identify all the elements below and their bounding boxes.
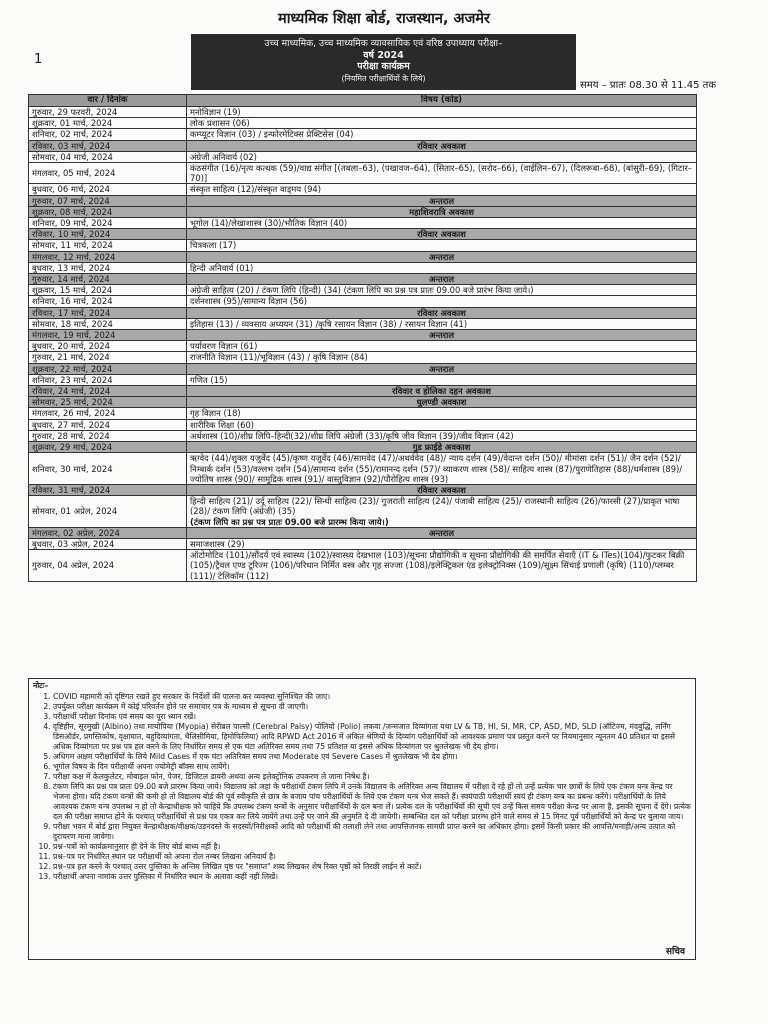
row-date: शनिवार, 23 मार्च, 2024: [29, 374, 187, 385]
row-date: शनिवार, 09 मार्च, 2024: [29, 218, 187, 229]
row-date: मंगलवार, 05 मार्च, 2024: [29, 163, 187, 184]
row-date: गुरुवार, 04 अप्रेल, 2024: [29, 550, 187, 582]
col-header-day: वार / दिनांक: [29, 95, 187, 107]
row-holiday: [187, 140, 697, 151]
row-holiday: [187, 363, 697, 374]
table-row: [29, 397, 697, 408]
row-date: बुधवार, 06 मार्च, 2024: [29, 184, 187, 195]
table-row: [29, 274, 697, 285]
table-row: [29, 163, 697, 184]
row-subject: [187, 374, 697, 385]
note-item: 9. परीक्षा भवन में बोर्ड द्वारा नियुक्त केन्द्राधीक्षक/वीक्षक/उड़नदस्ते के सदस्यों/निरीक्षकों आदि को परीक्षार्थी की तलाशी लेने तथा आपत्तिजनक सामग्री प्राप्त करने का अधिकार होगा। इसमें किसी प्रकार की आपत्ति/मनाही/अन्य उत्पात को दुराचरण माना जावेगा।: [53, 822, 691, 842]
table-row: [29, 386, 697, 397]
row-date: रविवार, 31 मार्च, 2024: [29, 484, 187, 495]
row-holiday: [187, 330, 697, 341]
table-row: [29, 206, 697, 217]
table-row: [29, 374, 697, 385]
table-row: [29, 296, 697, 307]
exam-regular-note: (नियमित परीक्षार्थियों के लिये): [341, 73, 426, 83]
row-date: बुधवार, 13 मार्च, 2024: [29, 262, 187, 273]
table-row: [29, 307, 697, 318]
table-row: [29, 453, 697, 485]
col-header-subject: विषय (कोड): [187, 95, 697, 107]
table-row: [29, 251, 697, 262]
row-date: सोमवार, 01 अप्रेल, 2024: [29, 496, 187, 528]
note-item: 4. दृष्टिहीन, सूरमुखी (Albino) तथा मायोपिया (Myopia) सेरीब्रल पाल्सी (Cerebral Palsy) पोलियो (Polio) लकवा /जन्मजात दिव्यांगता यथा LV & TB, HI, SI, MR, CP, ASD, MD, SLD (ऑटिज्म, मंदबुद्धि, लर्निंग डिसऑर्डर, प्रगस्तिकोष, वृक्षाघात, बहुदिव्यांगता, थैलिसीमिया, हिमोफिलिया) आदि RPWD Act 2016 में अंकित श्रेणियों के दिव्यांग परीक्षार्थियों को आवश्यक प्रमाण पत्र प्रस्तुत करने पर नियमानुसार न्यूनतम 40 प्रतिशत या इससे अधिक दिव्यांगता पर प्रश्न पत्र हल करने के लिए निर्धारित समय से एक घंटा अतिरिक्त समय तथा 75 प्रतिशत या इससे अधिक दिव्यांगता पर श्रुतलेखक भी देय होगा।: [53, 722, 691, 752]
table-row: [29, 218, 697, 229]
subject-text: ऑटोमोटिव (101)/सौंदर्य एवं स्वास्थ्य (102)/स्वास्थ्य देखभाल (103)/सूचना प्रौद्योगिकी व सूचना प्रौद्योगिकी की समर्पित सेवाएँ (IT & ITes)(104)/फुटकर बिक्री (105)/ट्रैवल एण्ड टूरिज्म (106)/परिधान निर्मित वस्त्र और गृह सज्जा (108)/इलेक्ट्रिकल एंड इलेक्ट्रोनिक्स (109)/सूक्ष्म सिंचाई प्रणाली (कृषि) (110)/प्लम्बर (111)/ टेलिकॉम (112): [190, 550, 685, 581]
table-row: [29, 229, 697, 240]
subject-text: अन्तराल: [428, 363, 455, 374]
row-date: गुरुवार, 21 मार्च, 2024: [29, 352, 187, 363]
subject-text: इतिहास (13) / व्यवसाय अध्ययन (31) /कृषि रसायन विज्ञान (38) / रसायन विज्ञान (41): [190, 318, 468, 329]
exam-year: वर्ष 2024: [363, 49, 404, 61]
note-item: 1. COVID महामारी को दृष्टिगत रखते हुए सरकार के निर्देशों की पालना कर व्यवस्था सुनिश्चित की जाए।: [53, 692, 691, 702]
row-date: गुरुवार, 28 मार्च, 2024: [29, 430, 187, 441]
row-date: शुक्रवार, 29 मार्च, 2024: [29, 442, 187, 453]
table-row: [29, 442, 697, 453]
subject-text: अन्तराल: [428, 195, 455, 206]
table-row: [29, 538, 697, 549]
subject-text: हिन्दी अनिवार्य (01): [190, 262, 254, 273]
row-holiday: [187, 195, 697, 206]
row-date: मंगलवार, 02 अप्रेल, 2024: [29, 527, 187, 538]
note-item: 7. परीक्षा कक्ष में केलकुलेटर, मोबाइल फोन, पेजर, डिजिटल डायरी अथवा अन्य इलेक्ट्रोनिक उपकरण ले जाना निषेध है।: [53, 772, 691, 782]
note-item: 6. भूगोल विषय के दिन परीक्षार्थी अपना ज्योमेट्री बॉक्स साथ लायेंगे।: [53, 762, 691, 772]
subject-text: कम्प्यूटर विज्ञान (03) / इन्फोरमेटिक्स प्रेक्टिसेस (04): [190, 129, 354, 140]
row-date: शुक्रवार, 08 मार्च, 2024: [29, 206, 187, 217]
table-row: [29, 285, 697, 296]
subject-text: अन्तराल: [428, 527, 455, 538]
notes-heading: नोटः–: [33, 681, 49, 690]
notes-list: [33, 692, 691, 882]
row-subject: [187, 318, 697, 329]
table-row: [29, 184, 697, 195]
row-subject: [187, 538, 697, 549]
note-item: 8. टंकण लिपि का प्रश्न पत्र प्रातः 09.00 बजे प्रारम्भ किया जाये। विद्यालय को जहां के परीक्षार्थी टंकण लिपि में उनके विद्यालय के अतिरिक्त अन्य विद्यालय में परीक्षा दे रहे हों तो उन्हें प्रत्येक चार छात्रों के लिये एक टंकण यन्त्र केन्द्र पर भेजना होगा। यदि टंकण यन्त्रों की कमी हो तो विद्यालय बोर्ड की पूर्व स्वीकृति से छात्र के बजाय पांच परीक्षार्थियों के लिये एक टंकण यन्त्र भेज सकते हैं। स्वयंपाठी परीक्षार्थी स्वयं ही टंकण यन्त्र का प्रबन्ध करेंगे। परीक्षार्थियों के लिये आवश्यक टंकण यन्त्र उपलब्ध न हो तो केन्द्राधीक्षक को चाहिये कि उपलब्ध टंकण यन्त्रों के अनुसार परीक्षार्थियों के दल बना लें। प्रत्येक दल के परीक्षार्थियों की सूची एवं उन्हें किस समय परीक्षा केन्द्र पर आना है, इसकी सूचना दें देंगे। प्रत्येक दल की परीक्षा समाप्त होने के पश्चात् परीक्षार्थियों से प्रश्न पत्र एकत्र कर लिये जायेंगे तथा उन्हें घर जाने की अनुमति दे दी जायेगी। सम्बन्धित दल को परीक्षा प्रारम्भ होने वाले समय से 15 मिनट पूर्व परीक्षार्थियों को केन्द्र पर बुलाया जाय।: [53, 782, 691, 822]
subject-text: भूगोल (14)/लेखाशास्त्र (30)/भौतिक विज्ञान (40): [190, 218, 348, 229]
row-holiday: [187, 527, 697, 538]
table-row: [29, 430, 697, 441]
table-row: [29, 129, 697, 140]
subject-text: रविवार अवकाश: [417, 229, 466, 240]
note-item: 10. प्रश्न–पत्रों को कार्यक्रमानुसार ही देने के लिए बोर्ड बाध्य नहीं है।: [53, 842, 691, 852]
row-subject: [187, 163, 697, 184]
table-row: [29, 330, 697, 341]
subject-text: अर्थशास्त्र (10)/शीघ्र लिपि–हिन्दी(32)/शीघ्र लिपि अंग्रेजी (33)/कृषि जीव विज्ञान (39)/जीव विज्ञान (42): [190, 430, 514, 441]
row-subject: [187, 430, 697, 441]
row-holiday: [187, 229, 697, 240]
row-date: रविवार, 03 मार्च, 2024: [29, 140, 187, 151]
row-date: गुरुवार, 29 फरवरी, 2024: [29, 107, 187, 118]
table-row: [29, 240, 697, 251]
subject-text: अंग्रेजी अनिवार्य (02): [190, 151, 257, 162]
subject-text: अंग्रेजी साहित्य (20) / टंकण लिपि (हिन्दी) (34) (टंकण लिपि का प्रश्न पत्र प्रातः 09.00 बजे प्रारंभ किया जाये।): [190, 285, 534, 296]
row-date: शनिवार, 30 मार्च, 2024: [29, 453, 187, 485]
row-holiday: [187, 274, 697, 285]
row-date: बुधवार, 03 अप्रेल, 2024: [29, 538, 187, 549]
subject-text: मनोविज्ञान (19): [190, 107, 241, 117]
note-item: 12. प्रश्न–पत्र हल करने के पश्चात् उत्तर पुस्तिका के अन्तिम लिखित पृष्ठ पर "समाप्त" शब्द लिखकर शेष रिक्त पृष्ठों को तिरछी लाईन से काटें।: [53, 862, 691, 872]
row-subject: [187, 419, 697, 430]
exam-title-line1: उच्च माध्यमिक, उच्च माध्यमिक व्यावसायिक एवं वरिष्ठ उपाध्याय परीक्षा–: [264, 38, 503, 49]
row-holiday: [187, 307, 697, 318]
row-date: शनिवार, 16 मार्च, 2024: [29, 296, 187, 307]
row-subject: [187, 285, 697, 296]
note-item: 3. परीक्षार्थी परीक्षा दिनांक एवं समय का पूरा ध्यान रखें।: [53, 712, 691, 722]
table-row: [29, 151, 697, 162]
table-row: [29, 195, 697, 206]
subject-text: अन्तराल: [428, 274, 455, 285]
table-row: [29, 363, 697, 374]
subject-text: गुड फ्राईडे अवकाश: [412, 442, 471, 453]
row-subject: [187, 107, 697, 118]
row-subject: [187, 151, 697, 162]
row-date: शनिवार, 02 मार्च, 2024: [29, 129, 187, 140]
row-subject: [187, 129, 697, 140]
subject-text: समाजशास्त्र (29): [190, 538, 245, 549]
row-subject: [187, 296, 697, 307]
row-date: मंगलवार, 26 मार्च, 2024: [29, 408, 187, 419]
exam-title-box: [191, 34, 576, 90]
table-row: [29, 484, 697, 495]
subject-text: रविवार अवकाश: [417, 140, 466, 151]
table-row: [29, 419, 697, 430]
table-row: [29, 496, 697, 528]
row-subject: [187, 218, 697, 229]
row-date: सोमवार, 18 मार्च, 2024: [29, 318, 187, 329]
row-subject: [187, 184, 697, 195]
row-subject: [187, 262, 697, 273]
row-date: गुरुवार, 07 मार्च, 2024: [29, 195, 187, 206]
row-subject: [187, 341, 697, 352]
subject-text: संस्कृत साहित्य (12)/संस्कृत वाड्मय (94): [190, 184, 322, 195]
row-date: सोमवार, 11 मार्च, 2024: [29, 240, 187, 251]
subject-text: राजनीति विज्ञान (11)/भूविज्ञान (43) / कृषि विज्ञान (84): [190, 352, 368, 363]
row-subject: [187, 240, 697, 251]
row-date: मंगलवार, 19 मार्च, 2024: [29, 330, 187, 341]
subject-text: दर्शनशास्त्र (95)/सामान्य विज्ञान (56): [190, 296, 308, 307]
row-date: गुरुवार, 14 मार्च, 2024: [29, 274, 187, 285]
subject-text: महाशिवरात्रि अवकाश: [409, 206, 474, 217]
row-subject: [187, 352, 697, 363]
note-item: 5. अधिगम अक्षम परीक्षार्थियों के लिये Mild Cases में एक घंटा अतिरिक्त समय तथा Moderate एवं Severe Cases में श्रुतलेखक भी देय होगा।: [53, 752, 691, 762]
row-date: बुधवार, 20 मार्च, 2024: [29, 341, 187, 352]
row-date: सोमवार, 25 मार्च, 2024: [29, 397, 187, 408]
row-date: सोमवार, 04 मार्च, 2024: [29, 151, 187, 162]
subject-text: कंठसंगीत (16)/नृत्य कत्थक (59)/वाद्य संगीत [(तबला–63), (पखावज–64), (सितार–65), (सरोद–66), (वाईलिन–67), (दिलरूबा–68), (बांसुरी–69), (गिटार– 70)]: [190, 163, 692, 184]
row-date: बुधवार, 27 मार्च, 2024: [29, 419, 187, 430]
subject-text: गणित (15): [190, 374, 228, 385]
row-holiday: [187, 206, 697, 217]
subject-text: लोक प्रशासन (06): [190, 118, 250, 129]
row-date: मंगलवार, 12 मार्च, 2024: [29, 251, 187, 262]
typing-note: (टंकण लिपि का प्रश्न पत्र प्रातः 09.00 बजे प्रारम्भ किया जाये।): [190, 516, 389, 527]
row-subject: [187, 453, 697, 485]
schedule-table: [28, 94, 697, 582]
row-date: शुक्रवार, 01 मार्च, 2024: [29, 118, 187, 129]
note-item: 11. प्रश्न–पत्र पर निर्धारित स्थान पर परीक्षार्थी को अपना रोल नम्बर लिखना अनिवार्य है।: [53, 852, 691, 862]
table-row: [29, 118, 697, 129]
row-subject: [187, 118, 697, 129]
subject-text: रविवार अवकाश: [417, 307, 466, 318]
table-row: [29, 318, 697, 329]
table-row: [29, 550, 697, 582]
page-number: 1: [34, 52, 43, 67]
row-holiday: [187, 386, 697, 397]
subject-text: ऋग्वेद (44)/शुक्ल यजुर्वेद (45)/कृष्ण यजुर्वेद (46)/सामवेद (47)/अथर्ववेद (48)/ न्याय दर्शन (49)/वेदान्त दर्शन (50)/ मीमांसा दर्शन (51)/ जैन दर्शन (52)/ निम्बार्क दर्शन (53)/वल्लभ दर्शन (54)/सामान्य दर्शन (55)/रामानन्द दर्शन (57)/ व्याकरण शास्त्र (58)/ साहित्य शास्त्र (87)/पुराणेतिहास (88)/धर्मशास्त्र (89)/ज्योतिष शास्त्र (90)/ सामुद्रिक शास्त्र (91)/ वास्तुविज्ञान (92)/पौरोहित्य शास्त्र (93): [190, 453, 683, 484]
subject-text: रविवार अवकाश: [417, 484, 466, 495]
signature: सचिव: [665, 947, 685, 957]
subject-text: गृह विज्ञान (18): [190, 408, 241, 419]
subject-text: अन्तराल: [428, 251, 455, 262]
table-row: [29, 107, 697, 118]
schedule-body: [29, 107, 697, 582]
subject-text: चित्रकला (17): [190, 240, 237, 251]
exam-schedule-label: परीक्षा कार्यक्रम: [357, 61, 410, 72]
subject-text: हिन्दी साहित्य (21)/ उर्दू साहित्य (22)/ सिन्धी साहित्य (23)/ गुजराती साहित्य (24)/ पंजाबी साहित्य (25)/ राजस्थानी साहित्य (26)/फारसी (27)/प्राकृत भाषा (28)/ टंकण लिपि (अंग्रेजी) (35): [190, 496, 680, 517]
subject-text: अन्तराल: [428, 330, 455, 341]
table-row: [29, 341, 697, 352]
subject-text: पर्यावरण विज्ञान (61): [190, 341, 258, 352]
table-row: [29, 527, 697, 538]
note-item: 2. उपर्युक्त परीक्षा कार्यक्रम में कोई परिवर्तन होने पर समाचार पत्र के माध्यम से सूचना दी जाएगी।: [53, 702, 691, 712]
row-subject: [187, 408, 697, 419]
subject-text: रविवार व होलिका दहन अवकाश: [392, 386, 491, 397]
row-date: रविवार, 10 मार्च, 2024: [29, 229, 187, 240]
note-item: 13. परीक्षार्थी अपना नामांक उत्तर पुस्तिका में निर्धारित स्थान के अलावा कहीं नहीं लिखें।: [53, 872, 691, 882]
row-holiday: [187, 484, 697, 495]
row-subject: [187, 496, 697, 528]
notes-section: [28, 678, 696, 960]
exam-time: समय – प्रातः 08.30 से 11.45 तक: [580, 80, 717, 91]
row-date: शुक्रवार, 15 मार्च, 2024: [29, 285, 187, 296]
row-date: शुक्रवार, 22 मार्च, 2024: [29, 363, 187, 374]
row-subject: [187, 550, 697, 582]
board-title: माध्यमिक शिक्षा बोर्ड, राजस्थान, अजमेर: [278, 11, 490, 27]
table-row: [29, 352, 697, 363]
table-row: [29, 408, 697, 419]
subject-text: शारीरिक शिक्षा (60): [190, 419, 255, 430]
row-date: रविवार, 24 मार्च, 2024: [29, 386, 187, 397]
row-holiday: [187, 397, 697, 408]
table-row: [29, 262, 697, 273]
subject-text: धुलण्डी अवकाश: [416, 397, 467, 408]
row-date: रविवार, 17 मार्च, 2024: [29, 307, 187, 318]
row-holiday: [187, 442, 697, 453]
row-holiday: [187, 251, 697, 262]
table-row: [29, 140, 697, 151]
